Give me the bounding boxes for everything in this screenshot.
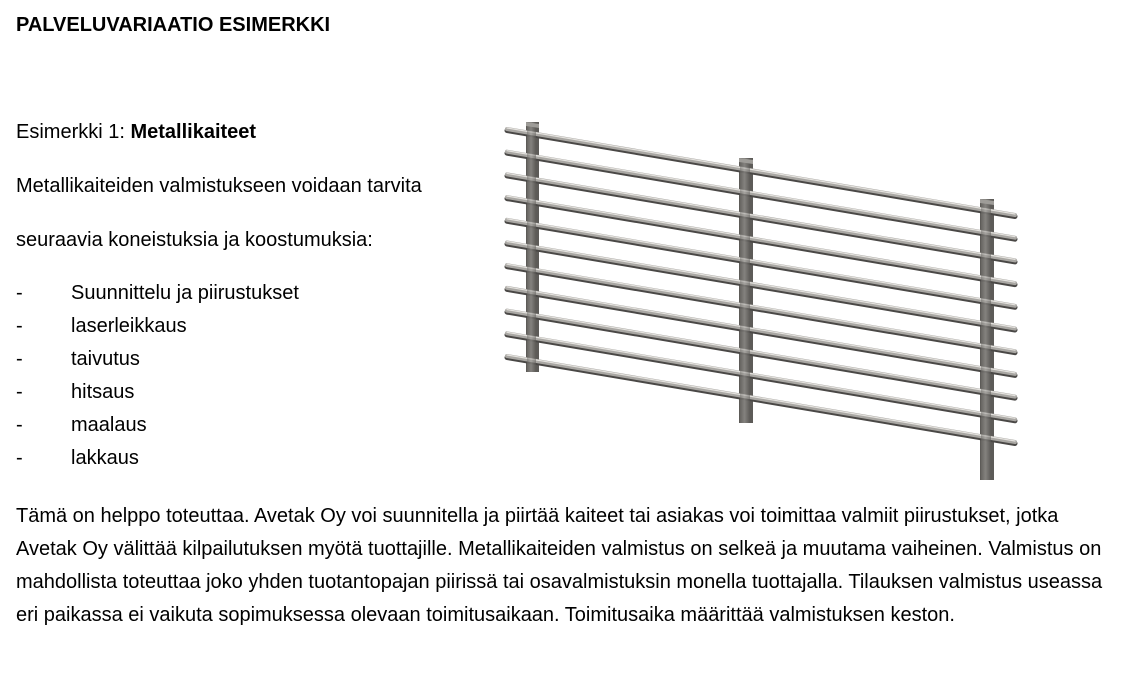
railing-post xyxy=(527,122,536,372)
railing-bar xyxy=(507,333,1015,419)
railing-bar-highlight xyxy=(507,332,1015,418)
railing-post xyxy=(981,199,991,480)
railing-bar-highlight xyxy=(507,264,1015,350)
body-paragraph: Tämä on helppo toteuttaa. Avetak Oy voi suunnitella ja piirtää kaiteet tai asiakas voi toimittaa valmiit piirustukset, jotka Avetak Oy välittää kilpailutuksen myötä tuottajille. Metallikaiteiden valmistus on selkeä ja muutama vaiheinen. Valmistus on mahdollista toteuttaa joko yhden tuotantopajan piirissä tai osavalmistuksin monella tuottajalla. Tilauksen valmistus useassa eri paikassa ei vaikuta sopimuksessa olevaan toimitusaikaan. Toimitusaika määrittää valmistuksen keston. xyxy=(16,505,1103,626)
railing-bar-highlight xyxy=(507,151,1015,237)
list-dash: - xyxy=(16,447,23,469)
list-dash: - xyxy=(16,414,23,436)
list-dash: - xyxy=(16,315,23,337)
list-item-label: Suunnittelu ja piirustukset xyxy=(71,282,299,304)
railing-bar xyxy=(507,129,1015,215)
railing-bar-highlight xyxy=(507,196,1015,282)
railing-bar-highlight xyxy=(507,128,1015,214)
railing-bar-highlight xyxy=(507,355,1015,441)
railing-post xyxy=(740,158,750,423)
railing-bar xyxy=(507,220,1015,306)
list-item-label: hitsaus xyxy=(71,381,135,403)
intro-line-2: seuraavia koneistuksia ja koostumuksia: xyxy=(16,229,373,251)
railing-bar xyxy=(507,265,1015,351)
railing-bar xyxy=(507,288,1015,374)
railing-bar-highlight xyxy=(507,310,1015,396)
list-dash: - xyxy=(16,381,23,403)
railing-bar-highlight xyxy=(507,242,1015,328)
railing-bar xyxy=(507,356,1015,442)
page-heading: PALVELUVARIAATIO ESIMERKKI xyxy=(16,14,331,36)
railing-bar-highlight xyxy=(507,287,1015,373)
example-prefix: Esimerkki 1: xyxy=(16,121,131,143)
intro-line-1: Metallikaiteiden valmistukseen voidaan tarvita xyxy=(16,175,422,197)
example-name: Metallikaiteet xyxy=(130,121,257,143)
railing-bar-highlight xyxy=(507,219,1015,305)
list-item-label: maalaus xyxy=(71,414,147,436)
list-item-label: taivutus xyxy=(71,348,140,370)
railing-bar-highlight xyxy=(507,173,1015,259)
railing-bar xyxy=(507,243,1015,329)
railing-bar xyxy=(507,174,1015,260)
list-item-label: laserleikkaus xyxy=(71,315,187,337)
railing-bar xyxy=(507,197,1015,283)
metal-railing-icon xyxy=(500,115,1025,485)
railing-bar xyxy=(507,152,1015,238)
list-item-label: lakkaus xyxy=(71,447,139,469)
list-dash: - xyxy=(16,348,23,370)
example-title xyxy=(16,119,256,145)
railing-bar xyxy=(507,311,1015,397)
list-dash: - xyxy=(16,282,23,304)
